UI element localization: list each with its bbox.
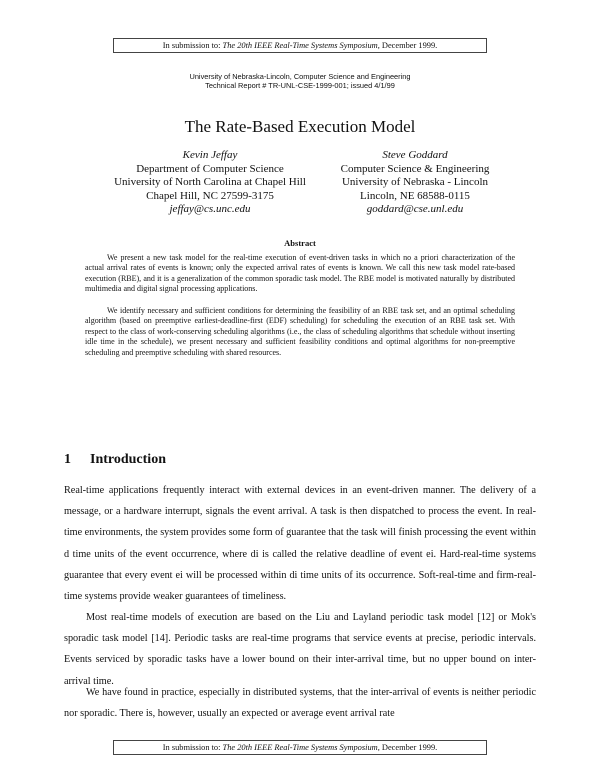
body-paragraph-2: Most real-time models of execution are based on the Liu and Layland periodic task model [12] or Mok's sporadic task model [14]. Periodic tasks are real-time programs that service events at precise, periodic intervals. Events serviced by sporadic tasks have a lower bound on their inter-arrival time, but no upper bound on inter-arrival time.	[64, 612, 536, 687]
abstract-heading: Abstract	[284, 238, 316, 248]
submission-venue: The 20th IEEE Real-Time Systems Symposium	[222, 743, 378, 752]
author-block-1	[110, 149, 310, 217]
author-institution: University of Nebraska - Lincoln	[341, 176, 488, 188]
author-email: goddard@cse.unl.edu	[366, 203, 464, 215]
submission-suffix: , December 1999.	[377, 41, 438, 50]
body-paragraph-3: We have found in practice, especially in distributed systems, that the inter-arrival of events is neither periodic nor sporadic. There is, however, usually an expected or average event arrival rate	[64, 687, 536, 720]
author-email: jeffay@cs.unc.edu	[169, 203, 251, 215]
submission-footer-box	[113, 740, 487, 755]
author-name: Steve Goddard	[382, 149, 448, 161]
author-department: Computer Science & Engineering	[340, 162, 490, 175]
submission-header-box	[113, 38, 487, 53]
author-address: Chapel Hill, NC 27599-3175	[146, 189, 274, 202]
author-department: Department of Computer Science	[136, 162, 284, 175]
author-institution: University of North Carolina at Chapel Hill	[114, 176, 306, 188]
tech-report-line: Technical Report # TR-UNL-CSE-1999-001; issued 4/1/99	[205, 81, 395, 90]
submission-prefix: In submission to:	[162, 41, 221, 50]
abstract-paragraph-2: We identify necessary and sufficient conditions for determining the feasibility of an RBE task set, and an optimal scheduling algorithm (based on preemptive earliest-deadline-first (EDF) scheduling) for scheduling the execution of an RBE task set. With respect to the class of work-conserving scheduling algorithms (i.e., the class of scheduling algorithms that schedule without inserting idle time in the schedule), we present necessary and sufficient feasibility conditions and optimal algorithms for non-preemptive scheduling and preemptive scheduling with shared resources.	[85, 306, 515, 357]
affiliation-line-1: University of Nebraska-Lincoln, Computer Science and Engineering	[189, 72, 411, 81]
abstract-paragraph-1: We present a new task model for the real-time execution of event-driven tasks in which no a priori characterization of the actual arrival rates of events is known; only the expected arrival rates of events is known. We call this new task model rate-based execution (RBE), and it is a generalization of the common sporadic task model. The RBE model is motivated naturally by distributed multimedia and digital signal processing applications.	[85, 253, 515, 294]
author-block-2	[320, 149, 510, 217]
submission-venue: The 20th IEEE Real-Time Systems Symposium	[222, 41, 378, 50]
body-paragraph-1: Real-time applications frequently interact with external devices in an event-driven manner. The delivery of a message, or a hardware interrupt, signals the event arrival. A task is then dispatched to process the event. In real-time environments, the system provides some form of guarantee that the task will finish processing the event within d time units of the event occurrence, where di is called the relative deadline of event ei. Hard-real-time systems guarantee that every event ei will be processed within di time units of its occurrence. Soft-real-time and firm-real-time systems provide weaker guarantees of timeliness.	[64, 485, 536, 603]
section-number: 1	[64, 452, 71, 467]
submission-suffix: , December 1999.	[377, 743, 438, 752]
author-address: Lincoln, NE 68588-0115	[360, 189, 470, 202]
paper-title: The Rate-Based Execution Model	[184, 117, 416, 136]
author-name: Kevin Jeffay	[182, 149, 238, 161]
section-title: Introduction	[90, 452, 166, 467]
section-heading	[64, 452, 166, 468]
submission-prefix: In submission to:	[162, 743, 221, 752]
